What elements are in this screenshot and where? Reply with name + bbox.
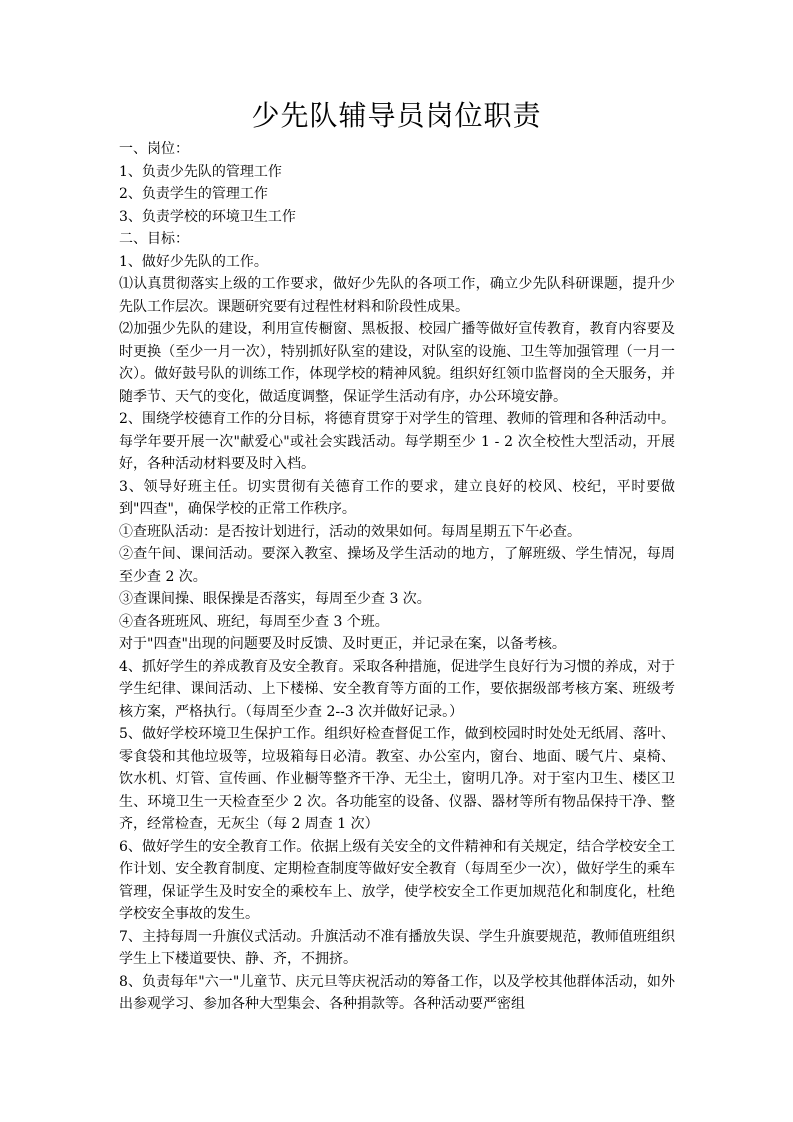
paragraph: 8、负责每年"六一"儿童节、庆元旦等庆祝活动的筹备工作，以及学校其他群体活动，如外出参观学习、参加各种大型集会、各种捐款等。各种活动要严密组	[119, 973, 675, 1012]
paragraph: 5、做好学校环境卫生保护工作。组织好检查督促工作，做到校园时时处处无纸屑、落叶、零食袋和其他垃圾等，垃圾箱每日必清。教室、办公室内，窗台、地面、暖气片、桌椅、饮水机、灯管、宣传画、作业橱等整齐干净、无尘土，窗明几净。对于室内卫生、楼区卫生、环境卫生一天检查至少 2 次。各功能室的设备、仪器、器材等所有物品保持干净、整齐，经常检查，无灰尘（每 2 周查 1 次）	[119, 726, 675, 832]
paragraph: 1、做好少先队的工作。	[119, 253, 268, 270]
document-body	[119, 138, 675, 1016]
paragraph: 对于"四查"出现的问题要及时反馈、及时更正，并记录在案，以备考核。	[119, 636, 566, 652]
paragraph: 6、做好学生的安全教育工作。依据上级有关安全的文件精神和有关规定，结合学校安全工作计划、安全教育制度、定期检查制度等做好安全教育（每周至少一次），做好学生的乘车管理，保证学生及时安全的乘校车上、放学，使学校安全工作更加规范化和制度化，杜绝学校安全事故的发生。	[119, 838, 675, 922]
section-heading: 二、目标：	[119, 231, 189, 247]
paragraph: 7、主持每周一升旗仪式活动。升旗活动不准有播放失误、学生升旗要规范，教师值班组织学生上下楼道要快、静、齐，不拥挤。	[119, 928, 675, 967]
paragraph: ②查午间、课间活动。要深入教室、操场及学生活动的地方，了解班级、学生情况，每周至少查 2 次。	[119, 546, 675, 585]
paragraph: 3、领导好班主任。切实贯彻有关德育工作的要求，建立良好的校风、校纪，平时要做到"四查"，确保学校的正常工作秩序。	[119, 478, 675, 517]
document-title: 少先队辅导员岗位职责	[251, 99, 542, 132]
paragraph: ③查课间操、眼保操是否落实，每周至少查 3 次。	[119, 591, 431, 607]
list-item: 3、负责学校的环境卫生工作	[119, 208, 296, 225]
list-item: 1、负责少先队的管理工作	[119, 163, 282, 180]
paragraph: ①查班队活动：是否按计划进行，活动的效果如何。每周星期五下午必查。	[119, 523, 581, 540]
paragraph: ④查各班班风、班纪，每周至少查 3 个班。	[119, 613, 389, 630]
paragraph: ⑴认真贯彻落实上级的工作要求，做好少先队的各项工作，确立少先队科研课题，提升少先队工作层次。课题研究要有过程性材料和阶段性成果。	[119, 276, 675, 315]
paragraph: ⑵加强少先队的建设，利用宣传橱窗、黑板报、校园广播等做好宣传教育，教育内容要及时更换（至少一月一次），特别抓好队室的建设，对队室的设施、卫生等加强管理（一月一次）。做好鼓号队的训练工作，体现学校的精神风貌。组织好红领巾监督岗的全天服务，并随季节、天气的变化，做适度调整，保证学生活动有序，办公环境安静。	[119, 321, 675, 405]
list-item: 2、负责学生的管理工作	[119, 186, 268, 202]
paragraph: 2、围绕学校德育工作的分目标，将德育贯穿于对学生的管理、教师的管理和各种活动中。每学年要开展一次"献爱心"或社会实践活动。每学期至少 1 - 2 次全校性大型活动，开展好，各种活动材料要及时入档。	[119, 411, 675, 472]
section-heading: 一、岗位：	[119, 141, 189, 157]
paragraph: 4、抓好学生的养成教育及安全教育。采取各种措施，促进学生良好行为习惯的养成，对于学生纪律、课间活动、上下楼梯、安全教育等方面的工作，要依据级部考核方案、班级考核方案，严格执行。（每周至少查 2--3 次并做好记录。）	[119, 658, 675, 720]
